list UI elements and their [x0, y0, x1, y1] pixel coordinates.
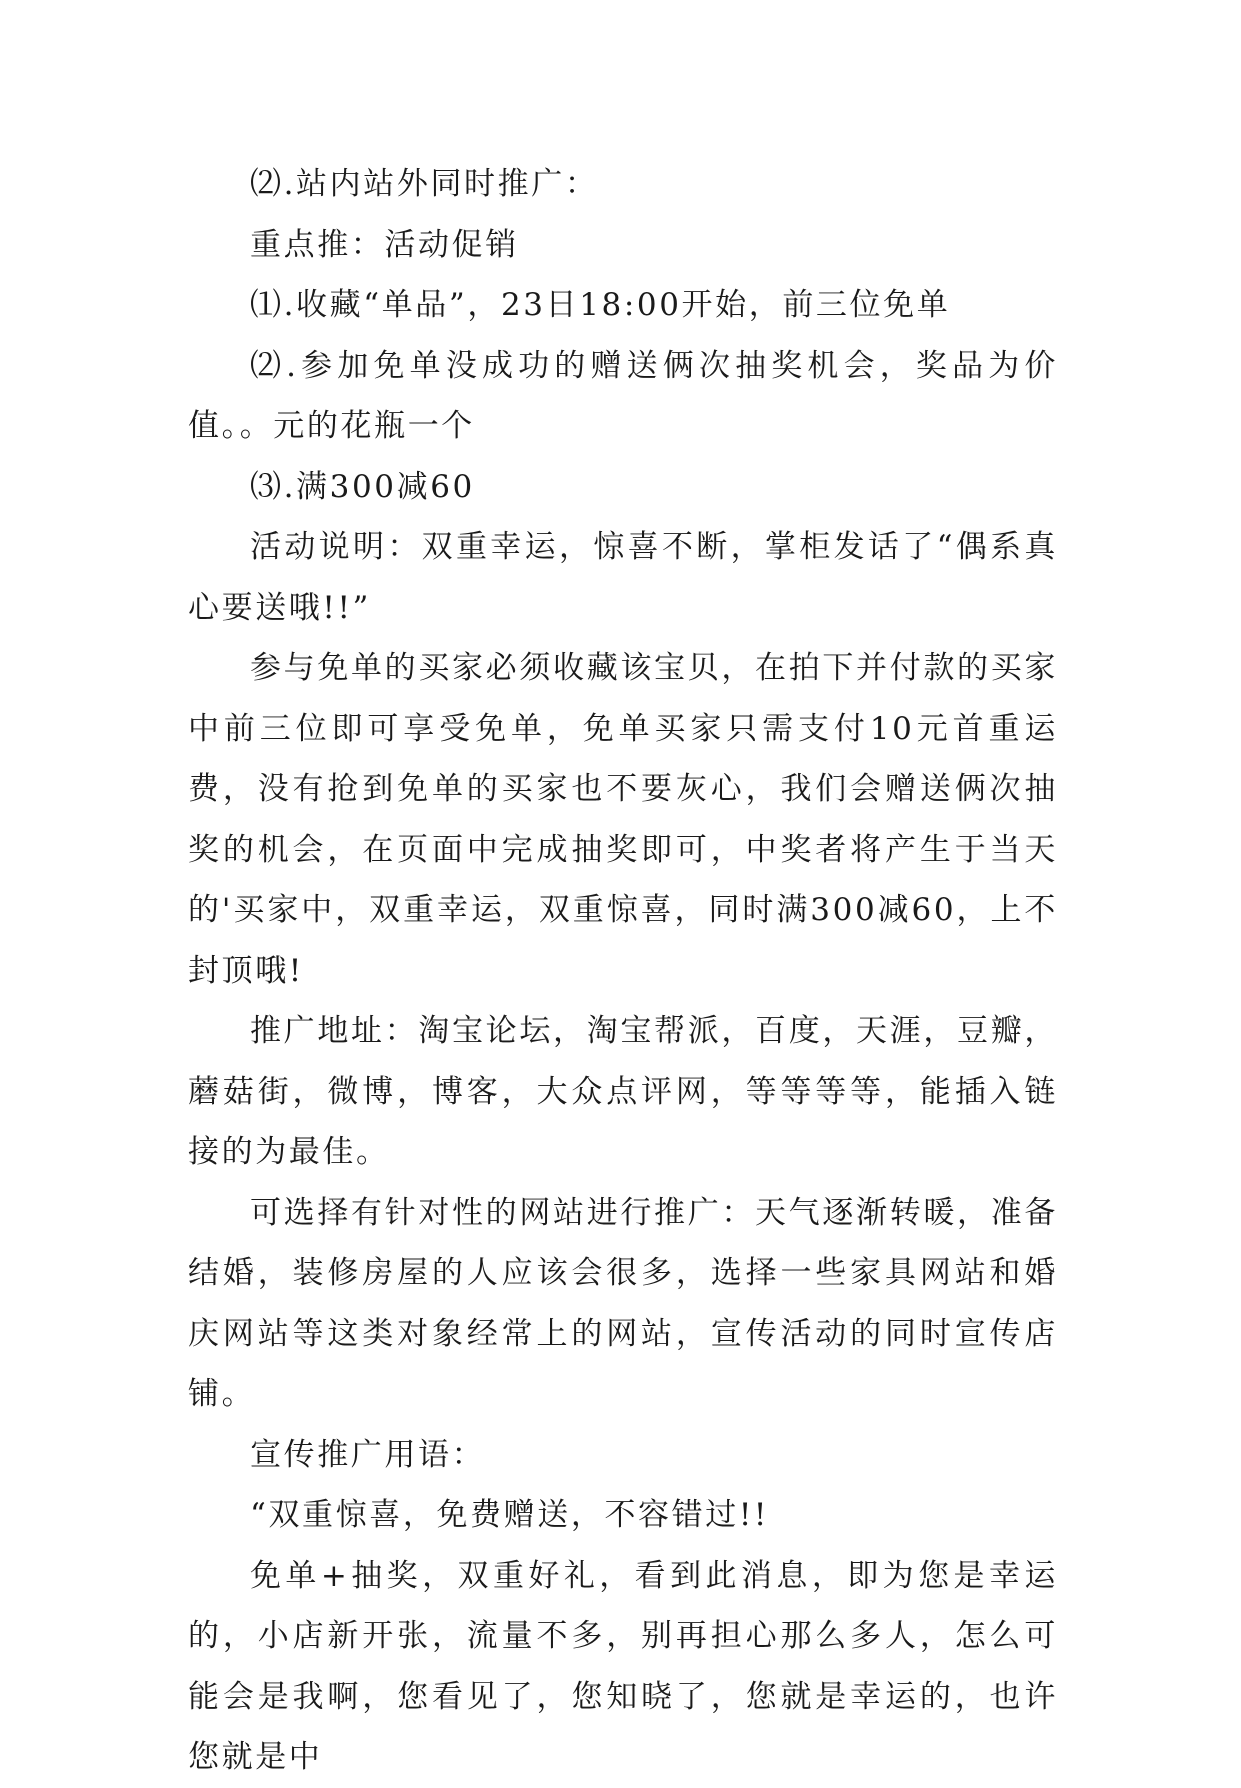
paragraph-item-3: ⑶.满300减60 [250, 468, 475, 505]
paragraph-item-2: ⑵.参加免单没成功的赠送俩次抽奖机会，奖品为价值。。元的花瓶一个 [188, 347, 1058, 444]
paragraph-focus: 重点推：活动促销 [250, 226, 519, 263]
paragraph-slogan: “双重惊喜，免费赠送，不容错过!! [250, 1497, 769, 1533]
paragraph-targeted-sites: 可选择有针对性的网站进行推广：天气逐渐转暖，准备结婚，装修房屋的人应该会很多，选择一些家具网站和婚庆网站等这类对象经常上的网站，宣传活动的同时宣传店铺。 [188, 1194, 1058, 1412]
paragraph-promotion-sites: 推广地址：淘宝论坛，淘宝帮派，百度，天涯，豆瓣，蘑菇街，微博，博客，大众点评网，等等等等，能插入链接的为最佳。 [188, 1013, 1058, 1170]
document-body [188, 154, 1058, 1788]
paragraph-free-order-rules: 参与免单的买家必须收藏该宝贝，在拍下并付款的买家中前三位即可享受免单，免单买家只需支付10元首重运费，没有抢到免单的买家也不要灰心，我们会赠送俩次抽奖的机会，在页面中完成抽奖即可，中奖者将产生于当天的'买家中，双重幸运，双重惊喜，同时满300减60，上不封顶哦! [188, 650, 1058, 989]
paragraph-item-1: ⑴.收藏“单品”，23日18:00开始，前三位免单 [250, 287, 951, 323]
paragraph-activity-description: 活动说明：双重幸运，惊喜不断，掌柜发话了“偶系真心要送哦!!” [188, 529, 1058, 626]
paragraph-slogan-heading: 宣传推广用语： [250, 1436, 486, 1473]
paragraph-promotion-channels: ⑵.站内站外同时推广： [250, 166, 599, 202]
paragraph-slogan-body: 免单+抽奖，双重好礼，看到此消息，即为您是幸运的，小店新开张，流量不多，别再担心那么多人，怎么可能会是我啊，您看见了，您知晓了，您就是幸运的，也许您就是中 [188, 1557, 1058, 1775]
